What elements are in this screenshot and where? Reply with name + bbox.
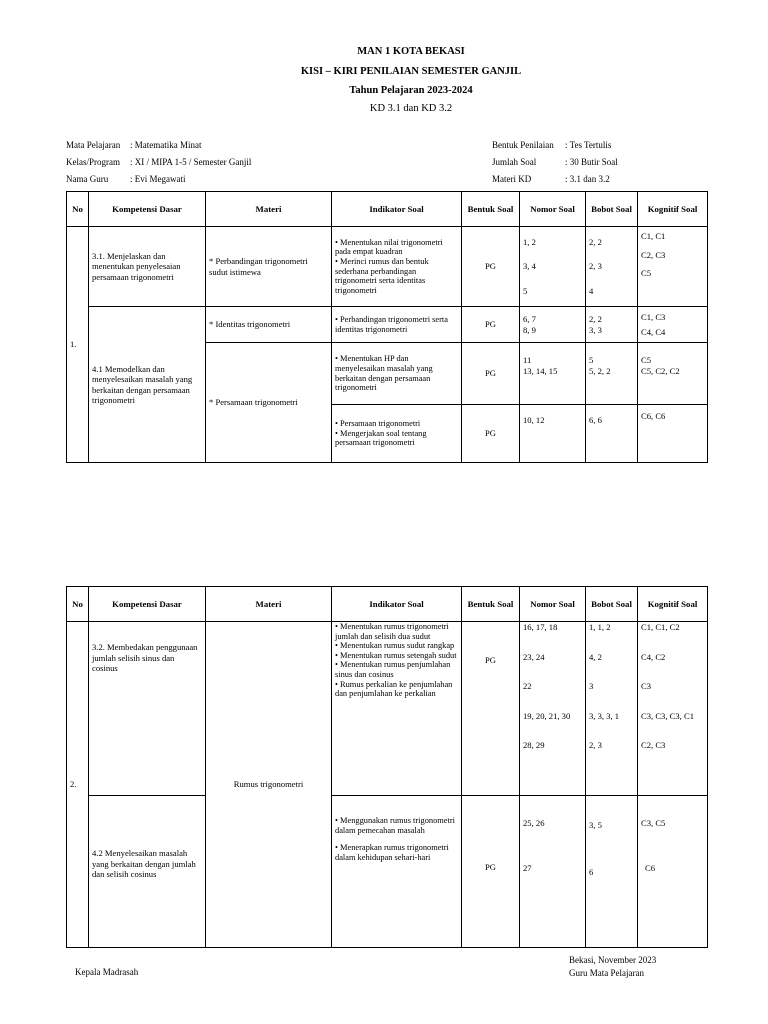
nomor-cell: 10, 12 <box>520 405 586 463</box>
nomor-cell <box>520 343 586 405</box>
kognitif-value: C2, C3 <box>641 740 666 750</box>
col-kd: Kompetensi Dasar <box>89 192 206 227</box>
nomor-cell <box>520 796 586 948</box>
indikator-item: • Perbandingan trigonometri serta identitas trigonometri <box>335 314 448 334</box>
bobot-value: 3 <box>589 681 594 691</box>
nomor-value: 8, 9 <box>523 324 536 335</box>
bentuk-cell: PG <box>462 307 520 343</box>
indikator-cell <box>332 307 462 343</box>
kognitif-value: C3, C5 <box>641 818 666 828</box>
nomor-value: 25, 26 <box>523 818 545 828</box>
kognitif-value: C1, C1, C2 <box>641 622 680 632</box>
kognitif-value: C4, C4 <box>641 326 666 337</box>
meta-material-value: : 3.1 dan 3.2 <box>565 174 610 184</box>
col-indikator: Indikator Soal <box>332 587 462 622</box>
nomor-value: 27 <box>523 862 532 873</box>
nomor-value: 23, 24 <box>523 651 545 662</box>
kognitif-cell <box>638 343 708 405</box>
col-kognitif: Kognitif Soal <box>638 192 708 227</box>
kd-cell: 3.2. Membedakan penggunaan jumlah selisih sinus dan cosinus <box>89 622 206 796</box>
materi-cell: * Persamaan trigonometri <box>206 343 332 463</box>
table-row <box>67 307 708 343</box>
kisi-table-1 <box>66 191 708 463</box>
row-number: 1. <box>67 227 89 463</box>
materi-cell: * Perbandingan trigonometri sudut istimewa <box>206 227 332 307</box>
kognitif-value: C5, C2, C2 <box>641 365 680 376</box>
indikator-item: • Menggunakan rumus trigonometri dalam pemecahan masalah <box>335 816 455 835</box>
indikator-cell <box>332 343 462 405</box>
col-bentuk: Bentuk Soal <box>462 192 520 227</box>
indikator-item: • Menentukan nilai trigonometri pada empat kuadran <box>335 237 443 257</box>
kognitif-value: C5 <box>641 355 652 365</box>
kognitif-value: C2, C3 <box>641 249 666 260</box>
materi-cell: * Identitas trigonometri <box>206 307 332 343</box>
bobot-value: 4 <box>589 285 594 296</box>
meta-class-value: : XI / MIPA 1-5 / Semester Ganjil <box>130 157 252 167</box>
bobot-cell <box>586 227 638 307</box>
bobot-cell: 6, 6 <box>586 405 638 463</box>
table-header-row <box>67 587 708 622</box>
principal-signature-label: Kepala Madrasah <box>75 967 139 977</box>
col-materi: Materi <box>206 587 332 622</box>
kognitif-cell <box>638 796 708 948</box>
kognitif-value: C5 <box>641 268 652 278</box>
bobot-value: 3, 5 <box>589 820 602 830</box>
kognitif-value: C3, C3, C3, C1 <box>641 710 695 721</box>
col-nomor: Nomor Soal <box>520 192 586 227</box>
kognitif-value: C4, C2 <box>641 651 666 662</box>
nomor-value: 22 <box>523 681 532 691</box>
meta-teacher-label: Nama Guru <box>66 174 109 184</box>
indikator-cell <box>332 405 462 463</box>
kognitif-value: C3 <box>641 681 652 691</box>
indikator-item: • Persamaan trigonometri <box>335 419 421 429</box>
nomor-value: 19, 20, 21, 30 <box>523 710 571 721</box>
kisi-table-2 <box>66 586 708 948</box>
bobot-value: 3, 3 <box>589 324 602 335</box>
col-kognitif: Kognitif Soal <box>638 587 708 622</box>
meta-subject-label: Mata Pelajaran <box>66 140 121 150</box>
document-title: KISI – KIRI PENILAIAN SEMESTER GANJIL <box>300 66 522 77</box>
kognitif-cell <box>638 227 708 307</box>
indikator-item: • Menentukan rumus sudut rangkap <box>335 641 455 651</box>
bentuk-cell: PG <box>462 343 520 405</box>
col-nomor: Nomor Soal <box>520 587 586 622</box>
meta-total-value: : 30 Butir Soal <box>565 157 618 167</box>
bobot-value: 6 <box>589 866 594 877</box>
indikator-cell <box>332 622 462 796</box>
indikator-cell <box>332 227 462 307</box>
meta-material-label: Materi KD <box>492 174 532 184</box>
col-bobot: Bobot Soal <box>586 587 638 622</box>
nomor-value: 6, 7 <box>523 314 536 324</box>
meta-teacher-value: : Evi Megawati <box>130 174 186 184</box>
nomor-value: 5 <box>523 285 528 296</box>
kognitif-cell <box>638 622 708 796</box>
bobot-cell <box>586 343 638 405</box>
col-bobot: Bobot Soal <box>586 192 638 227</box>
indikator-item: • Menentukan rumus setengah sudut <box>335 650 457 660</box>
bobot-value: 2, 3 <box>589 261 602 272</box>
nomor-cell <box>520 227 586 307</box>
bobot-value: 2, 2 <box>589 236 602 247</box>
col-bentuk: Bentuk Soal <box>462 587 520 622</box>
table-row <box>67 622 708 796</box>
nomor-value: 1, 2 <box>523 236 536 247</box>
nomor-cell <box>520 622 586 796</box>
meta-assessment-label: Bentuk Penilaian <box>492 140 554 150</box>
teacher-signature-label: Guru Mata Pelajaran <box>569 968 644 978</box>
bentuk-cell: PG <box>462 227 520 307</box>
kd-cell: 3.1. Menjelaskan dan menentukan penyelesaian persamaan trigonometri <box>89 227 206 307</box>
meta-total-label: Jumlah Soal <box>492 157 537 167</box>
nomor-value: 13, 14, 15 <box>523 365 558 376</box>
kd-subtitle: KD 3.1 dan KD 3.2 <box>369 103 453 114</box>
table-header-row <box>67 192 708 227</box>
bentuk-cell: PG <box>462 622 520 796</box>
table-row <box>67 796 708 948</box>
bobot-value: 2, 3 <box>589 740 602 750</box>
kd-cell: 4.2 Menyelesaikan masalah yang berkaitan dengan jumlah dan selisih cosinus <box>89 796 206 948</box>
indikator-item: • Menentukan HP dan menyelesaikan masalah yang berkaitan dengan persamaan trigonometri <box>335 354 433 393</box>
bobot-value: 1, 1, 2 <box>589 622 611 632</box>
bobot-value: 2, 2 <box>589 314 602 324</box>
indikator-item: • Rumus perkalian ke penjumlahan dan penjumlahan ke perkalian <box>335 679 453 699</box>
bentuk-cell: PG <box>462 405 520 463</box>
bobot-value: 5, 2, 2 <box>589 365 611 376</box>
bobot-cell <box>586 622 638 796</box>
bobot-cell <box>586 307 638 343</box>
bobot-value: 4, 2 <box>589 651 602 662</box>
nomor-value: 11 <box>523 355 532 365</box>
row-number: 2. <box>67 622 89 948</box>
kognitif-value: C1, C3 <box>641 312 666 322</box>
bobot-value: 5 <box>589 355 594 365</box>
kognitif-cell: C6, C6 <box>638 405 708 463</box>
meta-assessment-value: : Tes Tertulis <box>565 140 612 150</box>
indikator-cell <box>332 796 462 948</box>
nomor-cell <box>520 307 586 343</box>
indikator-item: • Menentukan rumus trigonometri jumlah dan selisih dua sudut <box>335 622 449 641</box>
meta-subject-value: : Matematika Minat <box>130 140 202 150</box>
bobot-value: 3, 3, 3, 1 <box>589 710 620 721</box>
col-indikator: Indikator Soal <box>332 192 462 227</box>
place-date: Bekasi, November 2023 <box>569 955 657 965</box>
kd-cell: 4.1 Memodelkan dan menyelesaikan masalah yang berkaitan dengan persamaan trigonometri <box>89 307 206 463</box>
materi-cell: Rumus trigonometri <box>206 622 332 948</box>
table-row <box>67 227 708 307</box>
bobot-cell <box>586 796 638 948</box>
col-kd: Kompetensi Dasar <box>89 587 206 622</box>
meta-class-label: Kelas/Program <box>66 157 120 167</box>
kognitif-cell <box>638 307 708 343</box>
indikator-item: • Menentukan rumus penjumlahan sinus dan cosinus <box>335 660 451 679</box>
kognitif-value: C6 <box>645 862 656 873</box>
bentuk-cell: PG <box>462 796 520 948</box>
col-materi: Materi <box>206 192 332 227</box>
academic-year: Tahun Pelajaran 2023-2024 <box>349 85 473 96</box>
indikator-item: • Merinci rumus dan bentuk sederhana perbandingan trigonometri serta identitas trigonometri <box>335 256 429 295</box>
indikator-item: • Menerapkan rumus trigonometri dalam kehidupan sehari-hari <box>335 843 449 862</box>
nomor-value: 28, 29 <box>523 740 545 750</box>
nomor-value: 16, 17, 18 <box>523 622 558 632</box>
indikator-item: • Mengerjakan soal tentang persamaan trigonometri <box>335 428 427 448</box>
school-name: MAN 1 KOTA BEKASI <box>357 46 465 57</box>
col-no: No <box>67 192 89 227</box>
nomor-value: 3, 4 <box>523 261 536 272</box>
col-no: No <box>67 587 89 622</box>
kognitif-value: C1, C1 <box>641 231 666 241</box>
